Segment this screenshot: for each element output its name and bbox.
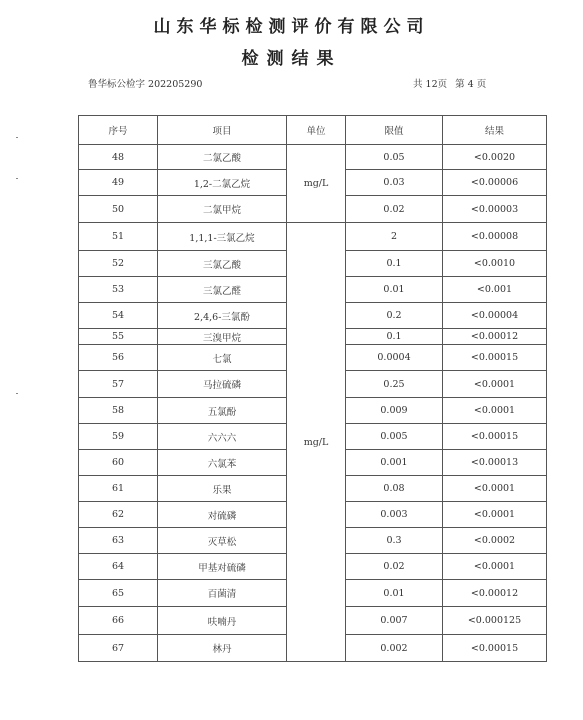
row-result: <0.00015: [443, 635, 547, 662]
scan-mark: [16, 137, 18, 138]
row-limit: 0.2: [346, 303, 443, 329]
row-result: <0.000125: [443, 607, 547, 635]
row-item: 马拉硫磷: [158, 371, 287, 398]
row-limit: 0.002: [346, 635, 443, 662]
row-result: <0.0020: [443, 145, 547, 170]
row-result: <0.00006: [443, 170, 547, 196]
row-result: <0.00004: [443, 303, 547, 329]
row-limit: 0.001: [346, 450, 443, 476]
header-unit: 单位: [287, 116, 346, 145]
row-item: 五氯酚: [158, 398, 287, 424]
row-limit: 0.003: [346, 502, 443, 528]
row-limit: 0.03: [346, 170, 443, 196]
row-number: 62: [79, 502, 158, 528]
row-number: 63: [79, 528, 158, 554]
unit-cell: mg/L: [287, 145, 346, 223]
row-item: 七氯: [158, 345, 287, 371]
row-limit: 0.009: [346, 398, 443, 424]
report-number: 鲁华标公检字 202205290: [88, 79, 203, 90]
row-number: 64: [79, 554, 158, 580]
row-number: 53: [79, 277, 158, 303]
page-info: [413, 76, 486, 90]
row-result: <0.00015: [443, 345, 547, 371]
scan-mark: [16, 393, 18, 394]
row-number: 60: [79, 450, 158, 476]
row-item: 2,4,6-三氯酚: [158, 303, 287, 329]
results-table: [78, 115, 547, 662]
row-number: 67: [79, 635, 158, 662]
row-number: 56: [79, 345, 158, 371]
row-number: 54: [79, 303, 158, 329]
row-limit: 0.01: [346, 580, 443, 607]
header-no: 序号: [79, 116, 158, 145]
row-number: 50: [79, 196, 158, 223]
row-item: 三氯乙醛: [158, 277, 287, 303]
row-limit: 0.1: [346, 251, 443, 277]
row-limit: 0.05: [346, 145, 443, 170]
row-limit: 0.007: [346, 607, 443, 635]
row-result: <0.0001: [443, 502, 547, 528]
row-limit: 0.3: [346, 528, 443, 554]
row-limit: 0.0004: [346, 345, 443, 371]
row-result: <0.00013: [443, 450, 547, 476]
row-result: <0.0001: [443, 476, 547, 502]
row-item: 百菌清: [158, 580, 287, 607]
row-result: <0.00008: [443, 223, 547, 251]
row-limit: 0.02: [346, 196, 443, 223]
row-number: 66: [79, 607, 158, 635]
row-limit: 0.1: [346, 329, 443, 345]
row-item: 甲基对硫磷: [158, 554, 287, 580]
row-number: 65: [79, 580, 158, 607]
row-number: 49: [79, 170, 158, 196]
row-limit: 0.01: [346, 277, 443, 303]
table-row: [79, 223, 547, 251]
row-number: 48: [79, 145, 158, 170]
scan-mark: [16, 178, 18, 179]
row-limit: 0.25: [346, 371, 443, 398]
unit-cell: mg/L: [287, 223, 346, 662]
row-item: 六六六: [158, 424, 287, 450]
row-item: 二氯甲烷: [158, 196, 287, 223]
row-limit: 2: [346, 223, 443, 251]
row-limit: 0.08: [346, 476, 443, 502]
row-item: 1,2-二氯乙烷: [158, 170, 287, 196]
header-result: 结果: [443, 116, 547, 145]
table-header-row: [79, 116, 547, 145]
row-item: 二氯乙酸: [158, 145, 287, 170]
row-number: 52: [79, 251, 158, 277]
row-result: <0.0001: [443, 371, 547, 398]
row-number: 57: [79, 371, 158, 398]
row-result: <0.00015: [443, 424, 547, 450]
row-result: <0.00003: [443, 196, 547, 223]
row-item: 六氯苯: [158, 450, 287, 476]
row-item: 对硫磷: [158, 502, 287, 528]
row-number: 61: [79, 476, 158, 502]
row-result: <0.001: [443, 277, 547, 303]
header-item: 项目: [158, 116, 287, 145]
table-body: [79, 145, 547, 662]
row-limit: 0.02: [346, 554, 443, 580]
row-result: <0.00012: [443, 580, 547, 607]
row-result: <0.0010: [443, 251, 547, 277]
row-number: 59: [79, 424, 158, 450]
row-item: 1,1,1-三氯乙烷: [158, 223, 287, 251]
table-row: [79, 145, 547, 170]
row-result: <0.0002: [443, 528, 547, 554]
row-result: <0.00012: [443, 329, 547, 345]
row-result: <0.0001: [443, 398, 547, 424]
document-title: 检测结果: [241, 49, 342, 69]
header-limit: 限值: [346, 116, 443, 145]
row-item: 三氯乙酸: [158, 251, 287, 277]
row-item: 灭草松: [158, 528, 287, 554]
row-item: 呋喃丹: [158, 607, 287, 635]
row-item: 三溴甲烷: [158, 329, 287, 345]
row-limit: 0.005: [346, 424, 443, 450]
row-number: 51: [79, 223, 158, 251]
total-pages: 共 12页: [413, 79, 448, 90]
page-number: 第 4 页: [455, 79, 487, 90]
row-result: <0.0001: [443, 554, 547, 580]
company-name: 山东华标检测评价有限公司: [153, 17, 430, 37]
row-item: 林丹: [158, 635, 287, 662]
row-number: 58: [79, 398, 158, 424]
row-number: 55: [79, 329, 158, 345]
row-item: 乐果: [158, 476, 287, 502]
